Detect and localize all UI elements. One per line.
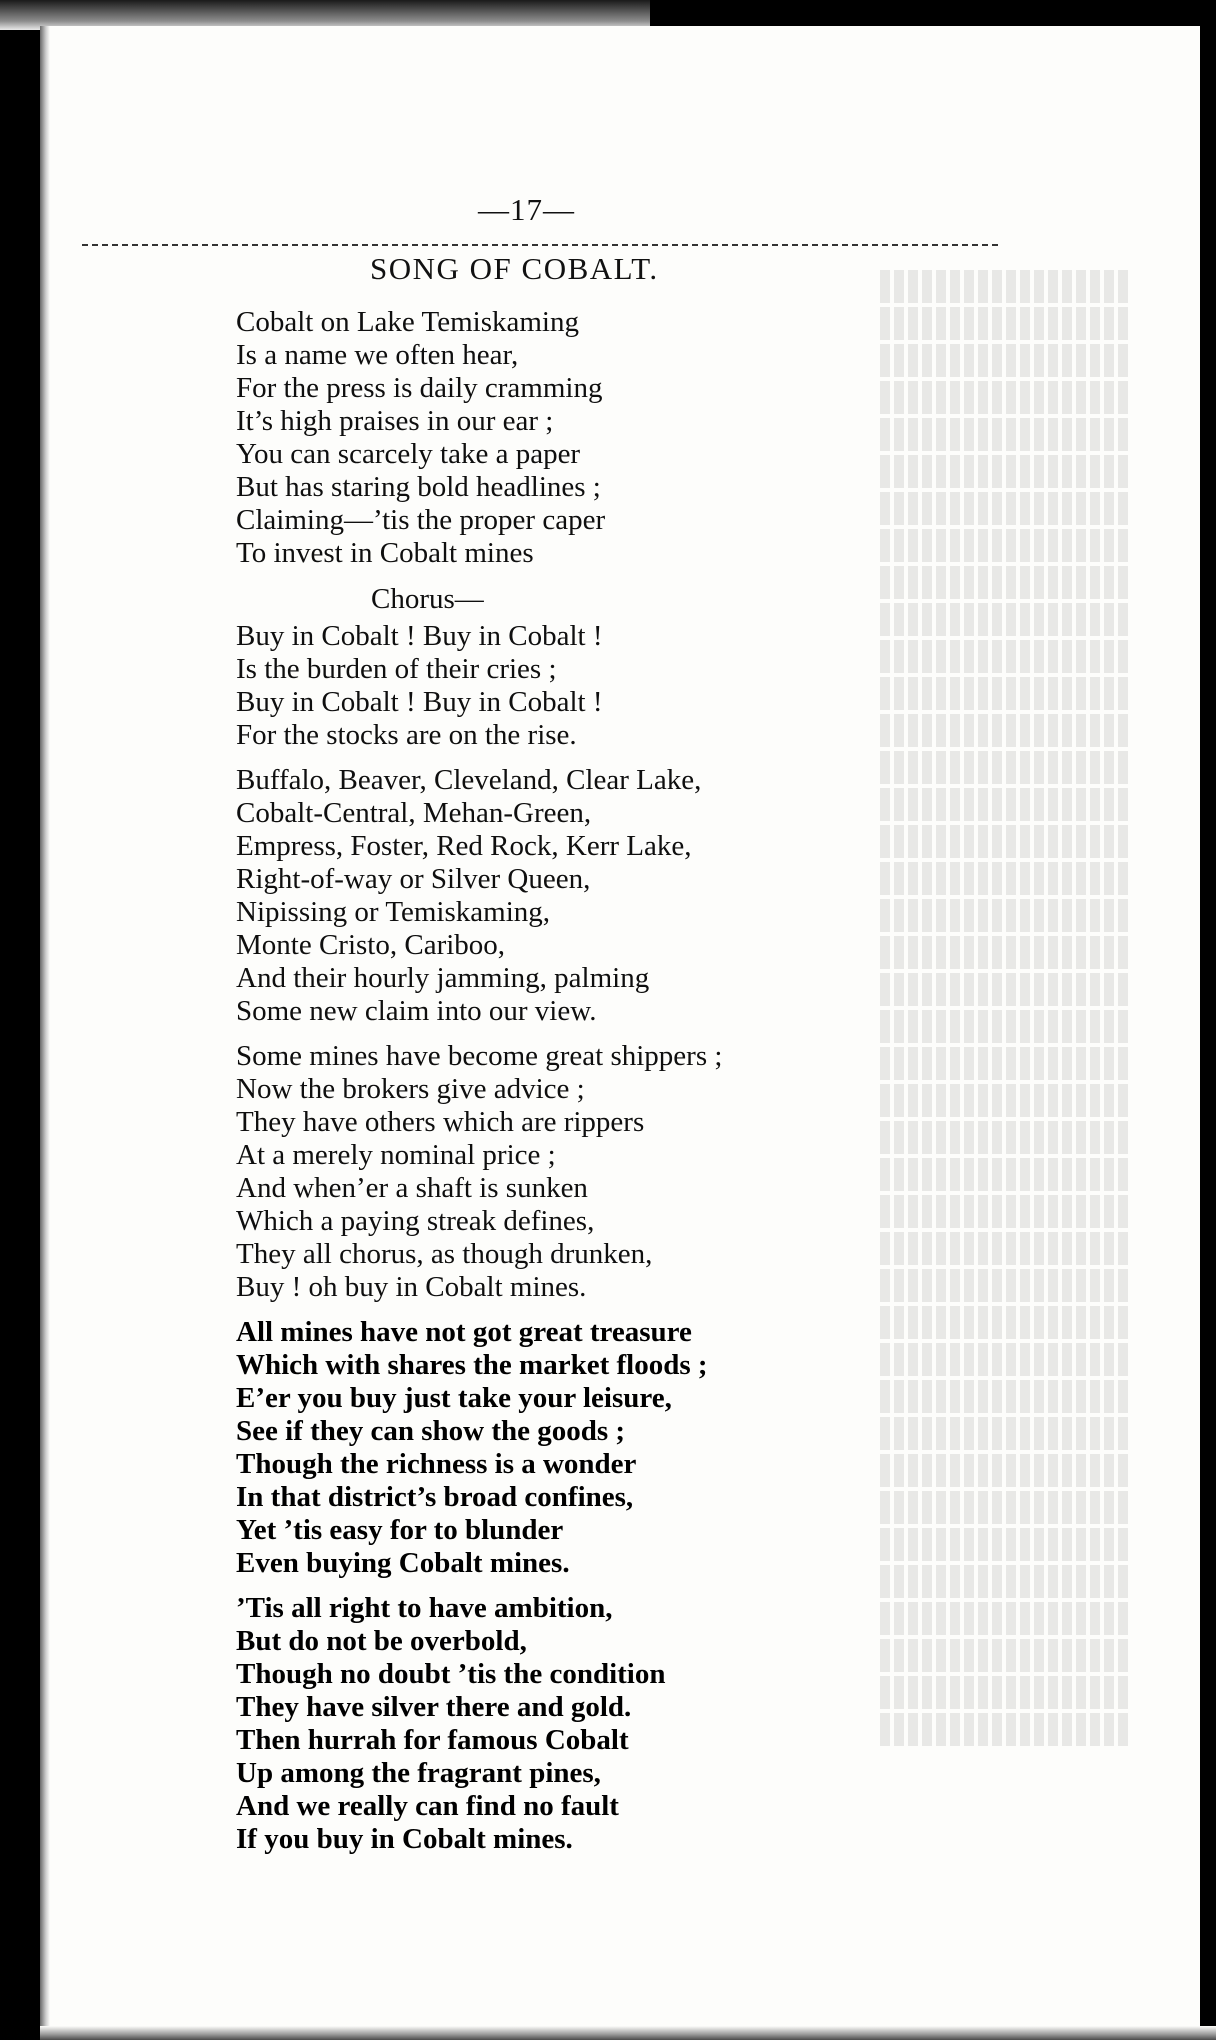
stanza-3 — [236, 1040, 936, 1304]
poem-line: Monte Cristo, Cariboo, — [236, 929, 506, 961]
stanza-4 — [236, 1316, 936, 1580]
page-number: —17— — [478, 192, 575, 227]
poem-line: Buy in Cobalt ! Buy in Cobalt ! — [236, 686, 603, 718]
poem-line: Even buying Cobalt mines. — [236, 1547, 570, 1579]
poem-line: They have silver there and gold. — [236, 1691, 632, 1723]
poem-line: For the press is daily cramming — [236, 372, 603, 404]
poem-line: And when’er a shaft is sunken — [236, 1172, 588, 1204]
poem-title: SONG OF COBALT. — [370, 251, 659, 286]
poem-line: Nipissing or Temiskaming, — [236, 896, 551, 928]
poem-line: They have others which are rippers — [236, 1106, 645, 1138]
poem-line: For the stocks are on the rise. — [236, 719, 577, 751]
poem-line: To invest in Cobalt mines — [236, 537, 534, 569]
header-rule — [82, 244, 998, 246]
poem-line: Is the burden of their cries ; — [236, 653, 557, 685]
poem-line: Cobalt-Central, Mehan-Green, — [236, 797, 592, 829]
poem-body — [236, 306, 936, 1868]
poem-line: See if they can show the goods ; — [236, 1415, 626, 1447]
poem-line: Is a name we often hear, — [236, 339, 519, 371]
scan-bottom-edge — [40, 2026, 1216, 2040]
poem-line: You can scarcely take a paper — [236, 438, 581, 470]
poem-line: Though no doubt ’tis the condition — [236, 1658, 666, 1690]
poem-line: Which a paying streak defines, — [236, 1205, 595, 1237]
poem-line: Cobalt on Lake Temiskaming — [236, 306, 579, 338]
poem-line: Yet ’tis easy for to blunder — [236, 1514, 564, 1546]
poem-line: But do not be overbold, — [236, 1625, 527, 1657]
poem-line: Buy in Cobalt ! Buy in Cobalt ! — [236, 620, 603, 652]
page-binding-shadow — [40, 26, 50, 2030]
poem-line: Some mines have become great shippers ; — [236, 1040, 723, 1072]
poem-line: Then hurrah for famous Cobalt — [236, 1724, 629, 1756]
poem-line: If you buy in Cobalt mines. — [236, 1823, 573, 1855]
stanza-5 — [236, 1592, 936, 1856]
chorus — [236, 620, 936, 752]
poem-line: But has staring bold headlines ; — [236, 471, 601, 503]
poem-line: And we really can find no fault — [236, 1790, 619, 1822]
poem-line: ’Tis all right to have ambition, — [236, 1592, 613, 1624]
scan-right-border — [1198, 40, 1216, 2040]
poem-line: Up among the fragrant pines, — [236, 1757, 601, 1789]
poem-line: Though the richness is a wonder — [236, 1448, 637, 1480]
poem-line: In that district’s broad confines, — [236, 1481, 634, 1513]
poem-line: Right-of-way or Silver Queen, — [236, 863, 591, 895]
poem-line: Claiming—’tis the proper caper — [236, 504, 606, 536]
chorus-label: Chorus— — [371, 583, 484, 615]
poem-line: Which with shares the market floods ; — [236, 1349, 708, 1381]
poem-line: E’er you buy just take your leisure, — [236, 1382, 672, 1414]
poem-line: Now the brokers give advice ; — [236, 1073, 585, 1105]
poem-line: They all chorus, as though drunken, — [236, 1238, 653, 1270]
poem-line: And their hourly jamming, palming — [236, 962, 650, 994]
stanza-2 — [236, 764, 936, 1028]
poem-line: Buffalo, Beaver, Cleveland, Clear Lake, — [236, 764, 702, 796]
poem-line: Buy ! oh buy in Cobalt mines. — [236, 1271, 587, 1303]
poem-line: It’s high praises in our ear ; — [236, 405, 554, 437]
poem-line: Empress, Foster, Red Rock, Kerr Lake, — [236, 830, 692, 862]
stanza-1 — [236, 306, 936, 570]
poem-line: All mines have not got great treasure — [236, 1316, 692, 1348]
poem-line: At a merely nominal price ; — [236, 1139, 556, 1171]
poem-line: Some new claim into our view. — [236, 995, 597, 1027]
